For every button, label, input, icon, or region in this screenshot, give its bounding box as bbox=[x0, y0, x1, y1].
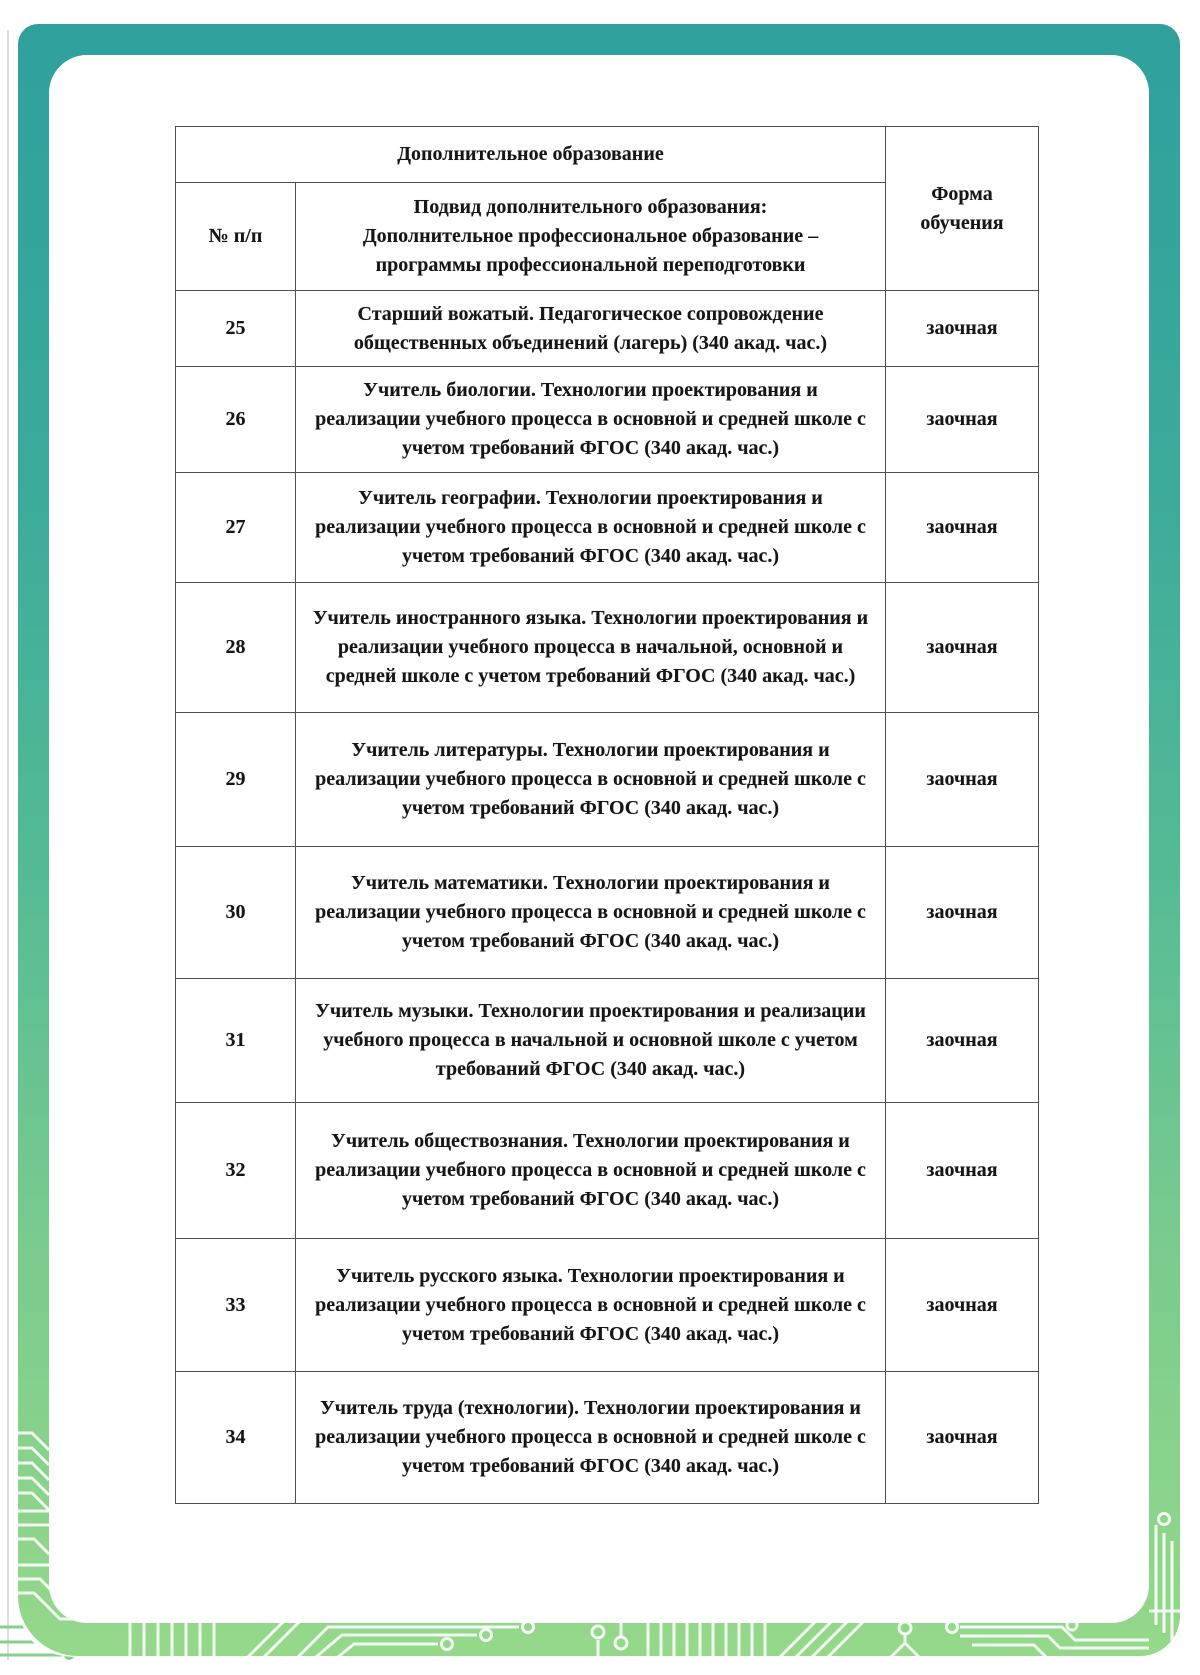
section-title: Дополнительное образование bbox=[176, 127, 886, 183]
program-name-cell: Учитель обществознания. Технологии проектирования и реализации учебного процесса в основной и средней школе с учетом требований ФГОС (340 акад. час.) bbox=[296, 1103, 886, 1239]
study-form-cell: заочная bbox=[886, 291, 1039, 367]
study-form-cell: заочная bbox=[886, 1103, 1039, 1239]
column-header-program bbox=[296, 183, 886, 291]
study-form-cell: заочная bbox=[886, 1372, 1039, 1504]
row-number-cell: 33 bbox=[176, 1239, 296, 1372]
table-row bbox=[176, 1239, 1039, 1372]
row-number-cell: 30 bbox=[176, 847, 296, 979]
table-row bbox=[176, 979, 1039, 1103]
program-name-cell: Старший вожатый. Педагогическое сопровождение общественных объединений (лагерь) (340 акад. час.) bbox=[296, 291, 886, 367]
table-row bbox=[176, 847, 1039, 979]
table-section-header-row bbox=[176, 127, 1039, 183]
column-header-num: № п/п bbox=[176, 183, 296, 291]
scan-edge-artifact bbox=[7, 30, 9, 1660]
column-header-program-line: Подвид дополнительного образования: bbox=[413, 196, 768, 218]
table-row bbox=[176, 583, 1039, 713]
table-row bbox=[176, 473, 1039, 583]
program-name-cell: Учитель литературы. Технологии проектирования и реализации учебного процесса в основной и средней школе с учетом требований ФГОС (340 акад. час.) bbox=[296, 713, 886, 847]
table-row bbox=[176, 1372, 1039, 1504]
row-number-cell: 32 bbox=[176, 1103, 296, 1239]
row-number-cell: 31 bbox=[176, 979, 296, 1103]
study-form-cell: заочная bbox=[886, 367, 1039, 473]
study-form-cell: заочная bbox=[886, 847, 1039, 979]
column-header-program-line: программы профессиональной переподготовки bbox=[375, 254, 806, 276]
study-form-cell: заочная bbox=[886, 583, 1039, 713]
program-name-cell: Учитель географии. Технологии проектирования и реализации учебного процесса в основной и средней школе с учетом требований ФГОС (340 акад. час.) bbox=[296, 473, 886, 583]
study-form-cell: заочная bbox=[886, 1239, 1039, 1372]
program-name-cell: Учитель биологии. Технологии проектирования и реализации учебного процесса в основной и средней школе с учетом требований ФГОС (340 акад. час.) bbox=[296, 367, 886, 473]
row-number-cell: 29 bbox=[176, 713, 296, 847]
program-name-cell: Учитель труда (технологии). Технологии проектирования и реализации учебного процесса в основной и средней школе с учетом требований ФГОС (340 акад. час.) bbox=[296, 1372, 886, 1504]
program-name-cell: Учитель русского языка. Технологии проектирования и реализации учебного процесса в основной и средней школе с учетом требований ФГОС (340 акад. час.) bbox=[296, 1239, 886, 1372]
table-row bbox=[176, 367, 1039, 473]
table-row bbox=[176, 291, 1039, 367]
row-number-cell: 28 bbox=[176, 583, 296, 713]
row-number-cell: 26 bbox=[176, 367, 296, 473]
row-number-cell: 34 bbox=[176, 1372, 296, 1504]
table-row bbox=[176, 1103, 1039, 1239]
column-header-form: Форма обучения bbox=[886, 127, 1039, 291]
study-form-cell: заочная bbox=[886, 713, 1039, 847]
table-row bbox=[176, 713, 1039, 847]
program-name-cell: Учитель математики. Технологии проектирования и реализации учебного процесса в основной и средней школе с учетом требований ФГОС (340 акад. час.) bbox=[296, 847, 886, 979]
study-form-cell: заочная bbox=[886, 473, 1039, 583]
program-name-cell: Учитель музыки. Технологии проектирования и реализации учебного процесса в начальной и основной школе с учетом требований ФГОС (340 акад. час.) bbox=[296, 979, 886, 1103]
program-name-cell: Учитель иностранного языка. Технологии проектирования и реализации учебного процесса в начальной, основной и средней школе с учетом требований ФГОС (340 акад. час.) bbox=[296, 583, 886, 713]
column-header-program-line: Дополнительное профессиональное образование – bbox=[362, 225, 819, 247]
row-number-cell: 25 bbox=[176, 291, 296, 367]
study-form-cell: заочная bbox=[886, 979, 1039, 1103]
programs-table bbox=[175, 126, 1039, 1504]
row-number-cell: 27 bbox=[176, 473, 296, 583]
